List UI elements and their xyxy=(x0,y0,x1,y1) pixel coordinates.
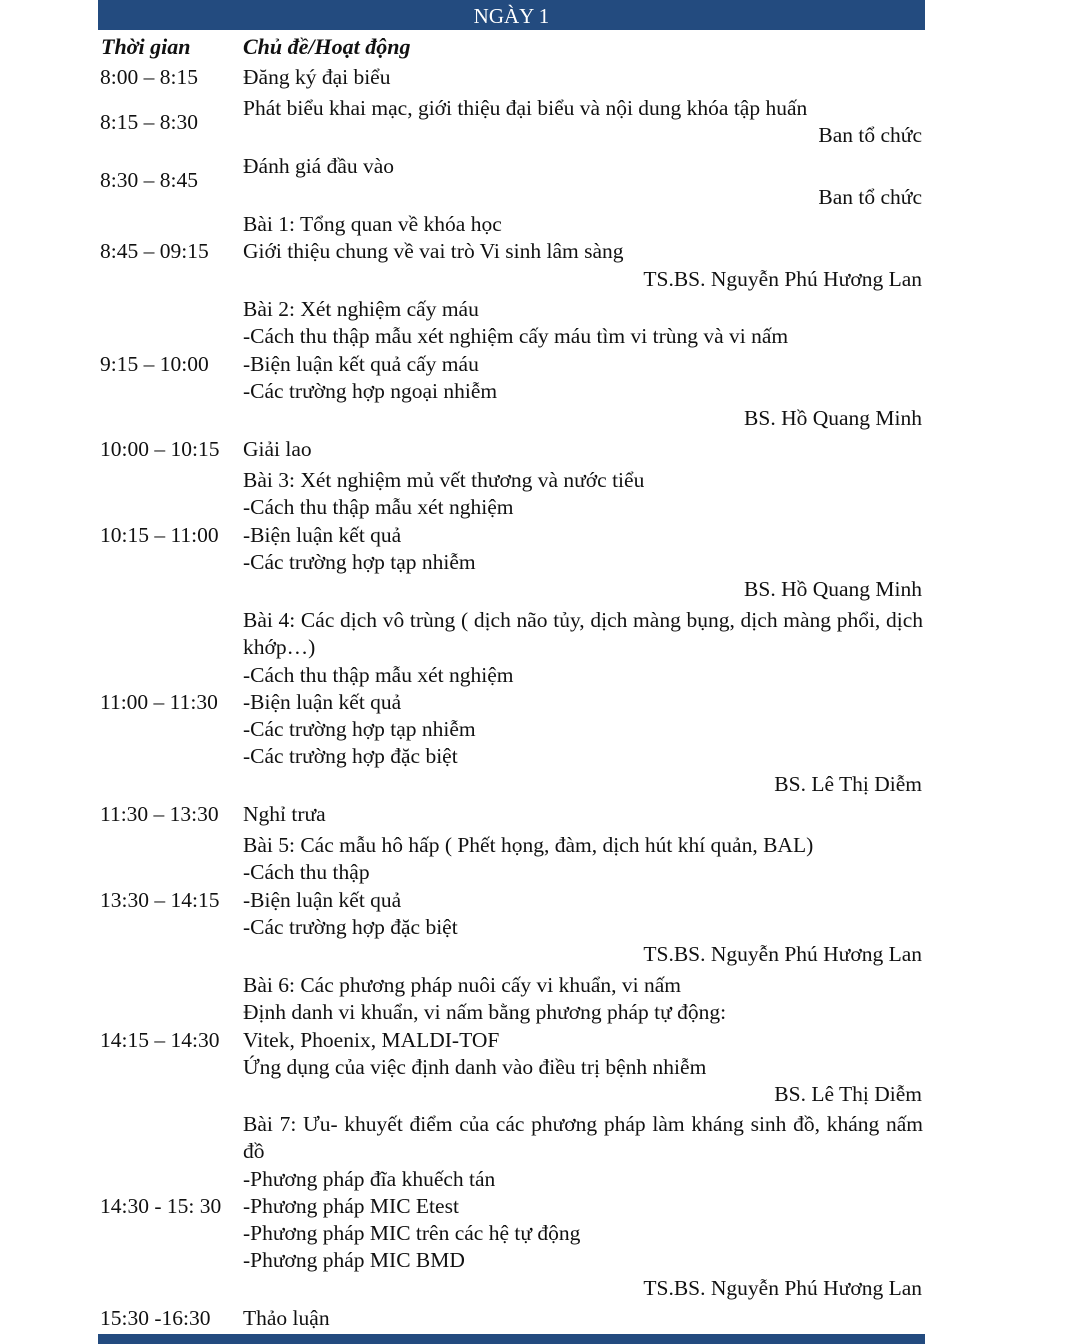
session-title: Bài 6: Các phương pháp nuôi cấy vi khuẩn, vi nấm xyxy=(243,973,682,997)
session-detail: -Phương pháp MIC Etest xyxy=(243,1193,459,1218)
session-title: Đánh giá đầu vào xyxy=(243,154,395,178)
presenter-name: BS. Lê Thị Diễm xyxy=(774,771,922,796)
session-content xyxy=(243,153,923,212)
presenter-name: Ban tổ chức xyxy=(818,123,922,148)
session-time: 15:30 -16:30 xyxy=(100,1306,211,1330)
session-content xyxy=(243,972,923,1108)
session-detail: Ứng dụng của việc định danh vào điều trị bệnh nhiễm xyxy=(243,1054,707,1079)
next-day-header-bar xyxy=(98,1334,925,1344)
session-title: Bài 7: Ưu- khuyết điểm của các phương pháp làm kháng sinh đồ, kháng nấm đồ xyxy=(243,1112,923,1164)
session-title: Bài 4: Các dịch vô trùng ( dịch não tủy, dịch màng bụng, dịch màng phổi, dịch khớp…) xyxy=(243,608,923,660)
session-detail: -Các trường hợp ngoại nhiễm xyxy=(243,378,498,403)
session-time: 13:30 – 14:15 xyxy=(100,888,220,912)
session-content xyxy=(243,64,923,91)
session-title: Đăng ký đại biểu xyxy=(243,65,391,89)
session-detail: -Cách thu thập mẫu xét nghiệm cấy máu tìm vi trùng và vi nấm xyxy=(243,324,789,349)
session-detail: Vitek, Phoenix, MALDI-TOF xyxy=(243,1027,500,1052)
session-time: 10:15 – 11:00 xyxy=(100,523,219,547)
session-time: 8:30 – 8:45 xyxy=(100,168,198,192)
presenter-name: TS.BS. Nguyễn Phú Hương Lan xyxy=(643,1275,922,1300)
session-content xyxy=(243,436,923,463)
session-content xyxy=(243,801,923,828)
session-time: 11:30 – 13:30 xyxy=(100,802,219,826)
session-detail: Giới thiệu chung về vai trò Vi sinh lâm sàng xyxy=(243,239,624,264)
session-title: Bài 1: Tổng quan về khóa học xyxy=(243,212,502,236)
time-column-header: Thời gian xyxy=(101,34,191,59)
session-detail: -Cách thu thập xyxy=(243,860,370,885)
session-time: 14:30 - 15: 30 xyxy=(100,1194,222,1218)
session-content xyxy=(243,296,923,432)
session-title: Phát biểu khai mạc, giới thiệu đại biểu và nội dung khóa tập huấn xyxy=(243,96,808,120)
session-title: Bài 2: Xét nghiệm cấy máu xyxy=(243,297,479,321)
presenter-name: BS. Lê Thị Diễm xyxy=(774,1082,922,1107)
session-detail: -Biện luận kết quả xyxy=(243,887,402,912)
session-time: 14:15 – 14:30 xyxy=(100,1028,220,1052)
day-label: NGÀY 1 xyxy=(473,4,550,28)
session-detail: Định danh vi khuẩn, vi nấm bằng phương pháp tự động: xyxy=(243,1000,727,1025)
session-time: 8:45 – 09:15 xyxy=(100,239,209,263)
session-title: Giải lao xyxy=(243,437,312,461)
session-content xyxy=(243,832,923,968)
session-detail: -Các trường hợp đặc biệt xyxy=(243,914,458,939)
day-header xyxy=(98,0,925,30)
presenter-name: Ban tổ chức xyxy=(818,185,922,210)
session-time: 8:15 – 8:30 xyxy=(100,110,198,134)
presenter-name: TS.BS. Nguyễn Phú Hương Lan xyxy=(643,266,922,291)
session-title: Nghỉ trưa xyxy=(243,802,326,826)
column-headers xyxy=(0,33,1080,63)
topic-column-header: Chủ đề/Hoạt động xyxy=(243,34,411,59)
session-detail: -Phương pháp đĩa khuếch tán xyxy=(243,1166,496,1191)
session-title: Bài 5: Các mẫu hô hấp ( Phết họng, đàm, dịch hút khí quản, BAL) xyxy=(243,833,814,857)
session-detail: -Phương pháp MIC BMD xyxy=(243,1248,465,1273)
presenter-name: BS. Hồ Quang Minh xyxy=(744,406,922,431)
session-detail: -Cách thu thập mẫu xét nghiệm xyxy=(243,495,514,520)
session-title: Thảo luận xyxy=(243,1306,330,1330)
session-title: Bài 3: Xét nghiệm mủ vết thương và nước tiểu xyxy=(243,468,645,492)
session-content xyxy=(243,467,923,603)
session-detail: -Phương pháp MIC trên các hệ tự động xyxy=(243,1221,581,1246)
session-content xyxy=(243,607,923,798)
session-detail: -Các trường hợp đặc biệt xyxy=(243,744,458,769)
session-detail: -Các trường hợp tạp nhiễm xyxy=(243,549,476,574)
session-detail: -Biện luận kết quả xyxy=(243,689,402,714)
session-time: 11:00 – 11:30 xyxy=(100,690,218,714)
session-time: 10:00 – 10:15 xyxy=(100,437,220,461)
session-time: 8:00 – 8:15 xyxy=(100,65,198,89)
session-detail: -Biện luận kết quả cấy máu xyxy=(243,351,479,376)
session-content xyxy=(243,1305,923,1332)
presenter-name: BS. Hồ Quang Minh xyxy=(744,577,922,602)
session-content xyxy=(243,1111,923,1302)
session-content xyxy=(243,95,923,150)
session-time: 9:15 – 10:00 xyxy=(100,352,209,376)
session-detail: -Biện luận kết quả xyxy=(243,522,402,547)
session-detail: -Cách thu thập mẫu xét nghiệm xyxy=(243,662,514,687)
session-detail: -Các trường hợp tạp nhiễm xyxy=(243,717,476,742)
session-content xyxy=(243,211,923,293)
presenter-name: TS.BS. Nguyễn Phú Hương Lan xyxy=(643,942,922,967)
